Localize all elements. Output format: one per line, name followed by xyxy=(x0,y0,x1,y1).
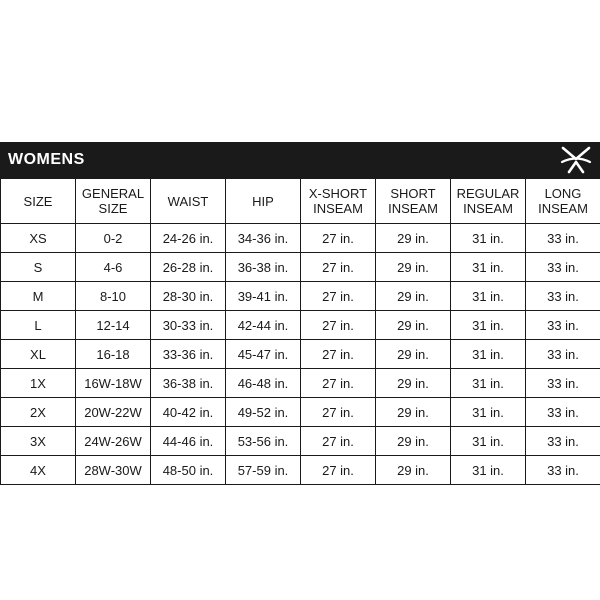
table-cell: XS xyxy=(1,224,76,253)
table-cell: 8-10 xyxy=(76,282,151,311)
table-cell: 53-56 in. xyxy=(226,427,301,456)
table-cell: 27 in. xyxy=(301,427,376,456)
table-cell: 29 in. xyxy=(376,253,451,282)
table-cell: 45-47 in. xyxy=(226,340,301,369)
table-cell: 31 in. xyxy=(451,456,526,485)
size-chart xyxy=(0,142,600,485)
table-cell: 33 in. xyxy=(526,427,600,456)
table-cell: L xyxy=(1,311,76,340)
table-cell: S xyxy=(1,253,76,282)
table-cell: 33 in. xyxy=(526,340,600,369)
table-cell: 2X xyxy=(1,398,76,427)
column-header-label: LONG xyxy=(544,186,582,201)
table-row xyxy=(1,311,600,340)
table-cell: 40-42 in. xyxy=(151,398,226,427)
table-cell: 39-41 in. xyxy=(226,282,301,311)
table-cell: 30-33 in. xyxy=(151,311,226,340)
table-cell: 29 in. xyxy=(376,282,451,311)
table-cell: 33 in. xyxy=(526,282,600,311)
column-header-label: INSEAM xyxy=(313,201,363,216)
column-header-label: REGULAR xyxy=(456,186,520,201)
table-row xyxy=(1,282,600,311)
table-cell: 33 in. xyxy=(526,311,600,340)
table-cell: 31 in. xyxy=(451,340,526,369)
column-header xyxy=(226,179,301,224)
column-header-label: WAIST xyxy=(167,193,209,209)
table-cell: 31 in. xyxy=(451,311,526,340)
table-cell: 44-46 in. xyxy=(151,427,226,456)
column-header xyxy=(451,179,526,224)
x-logo-icon xyxy=(560,146,592,174)
table-cell: 46-48 in. xyxy=(226,369,301,398)
table-cell: 16-18 xyxy=(76,340,151,369)
column-header-label: GENERAL xyxy=(81,186,145,201)
table-cell: 31 in. xyxy=(451,224,526,253)
table-row xyxy=(1,253,600,282)
table-cell: 28W-30W xyxy=(76,456,151,485)
column-header-label: SHORT xyxy=(390,186,436,201)
table-cell: M xyxy=(1,282,76,311)
table-row xyxy=(1,456,600,485)
table-cell: 34-36 in. xyxy=(226,224,301,253)
column-header-label: HIP xyxy=(252,193,274,209)
table-cell: 42-44 in. xyxy=(226,311,301,340)
table-cell: 3X xyxy=(1,427,76,456)
table-cell: 4X xyxy=(1,456,76,485)
table-cell: 27 in. xyxy=(301,369,376,398)
table-row xyxy=(1,398,600,427)
table-cell: 20W-22W xyxy=(76,398,151,427)
table-cell: 31 in. xyxy=(451,398,526,427)
table-cell: 0-2 xyxy=(76,224,151,253)
table-cell: 31 in. xyxy=(451,427,526,456)
table-cell: 33 in. xyxy=(526,224,600,253)
table-cell: 29 in. xyxy=(376,224,451,253)
column-header-label: X-SHORT xyxy=(308,186,368,201)
table-cell: 27 in. xyxy=(301,282,376,311)
table-cell: 29 in. xyxy=(376,369,451,398)
table-cell: 27 in. xyxy=(301,311,376,340)
table-cell: 31 in. xyxy=(451,282,526,311)
table-cell: 27 in. xyxy=(301,456,376,485)
table-cell: 29 in. xyxy=(376,311,451,340)
table-cell: 49-52 in. xyxy=(226,398,301,427)
table-cell: 48-50 in. xyxy=(151,456,226,485)
table-cell: 36-38 in. xyxy=(226,253,301,282)
table-cell: XL xyxy=(1,340,76,369)
table-cell: 24W-26W xyxy=(76,427,151,456)
table-header-row xyxy=(1,179,600,224)
column-header xyxy=(526,179,600,224)
table-cell: 29 in. xyxy=(376,398,451,427)
table-cell: 27 in. xyxy=(301,340,376,369)
table-cell: 1X xyxy=(1,369,76,398)
table-cell: 16W-18W xyxy=(76,369,151,398)
section-banner xyxy=(0,142,600,178)
column-header xyxy=(301,179,376,224)
table-cell: 57-59 in. xyxy=(226,456,301,485)
column-header-label: INSEAM xyxy=(388,201,438,216)
table-cell: 29 in. xyxy=(376,427,451,456)
table-cell: 33 in. xyxy=(526,398,600,427)
table-cell: 26-28 in. xyxy=(151,253,226,282)
table-cell: 28-30 in. xyxy=(151,282,226,311)
column-header-label: INSEAM xyxy=(463,201,513,216)
table-cell: 33-36 in. xyxy=(151,340,226,369)
table-row xyxy=(1,427,600,456)
table-cell: 29 in. xyxy=(376,340,451,369)
table-row xyxy=(1,224,600,253)
section-title: WOMENS xyxy=(8,151,85,168)
table-cell: 33 in. xyxy=(526,253,600,282)
table-cell: 31 in. xyxy=(451,369,526,398)
column-header xyxy=(151,179,226,224)
table-row xyxy=(1,369,600,398)
table-cell: 27 in. xyxy=(301,398,376,427)
column-header-label: INSEAM xyxy=(538,201,588,216)
table-cell: 4-6 xyxy=(76,253,151,282)
column-header-label: SIZE xyxy=(23,193,53,209)
size-table xyxy=(0,178,600,485)
table-cell: 33 in. xyxy=(526,369,600,398)
table-cell: 27 in. xyxy=(301,224,376,253)
table-cell: 33 in. xyxy=(526,456,600,485)
column-header xyxy=(376,179,451,224)
table-row xyxy=(1,340,600,369)
table-body xyxy=(1,224,600,485)
column-header xyxy=(1,179,76,224)
table-cell: 31 in. xyxy=(451,253,526,282)
column-header xyxy=(76,179,151,224)
table-cell: 27 in. xyxy=(301,253,376,282)
column-header-label: SIZE xyxy=(98,201,128,216)
table-cell: 29 in. xyxy=(376,456,451,485)
table-cell: 24-26 in. xyxy=(151,224,226,253)
table-cell: 12-14 xyxy=(76,311,151,340)
table-cell: 36-38 in. xyxy=(151,369,226,398)
